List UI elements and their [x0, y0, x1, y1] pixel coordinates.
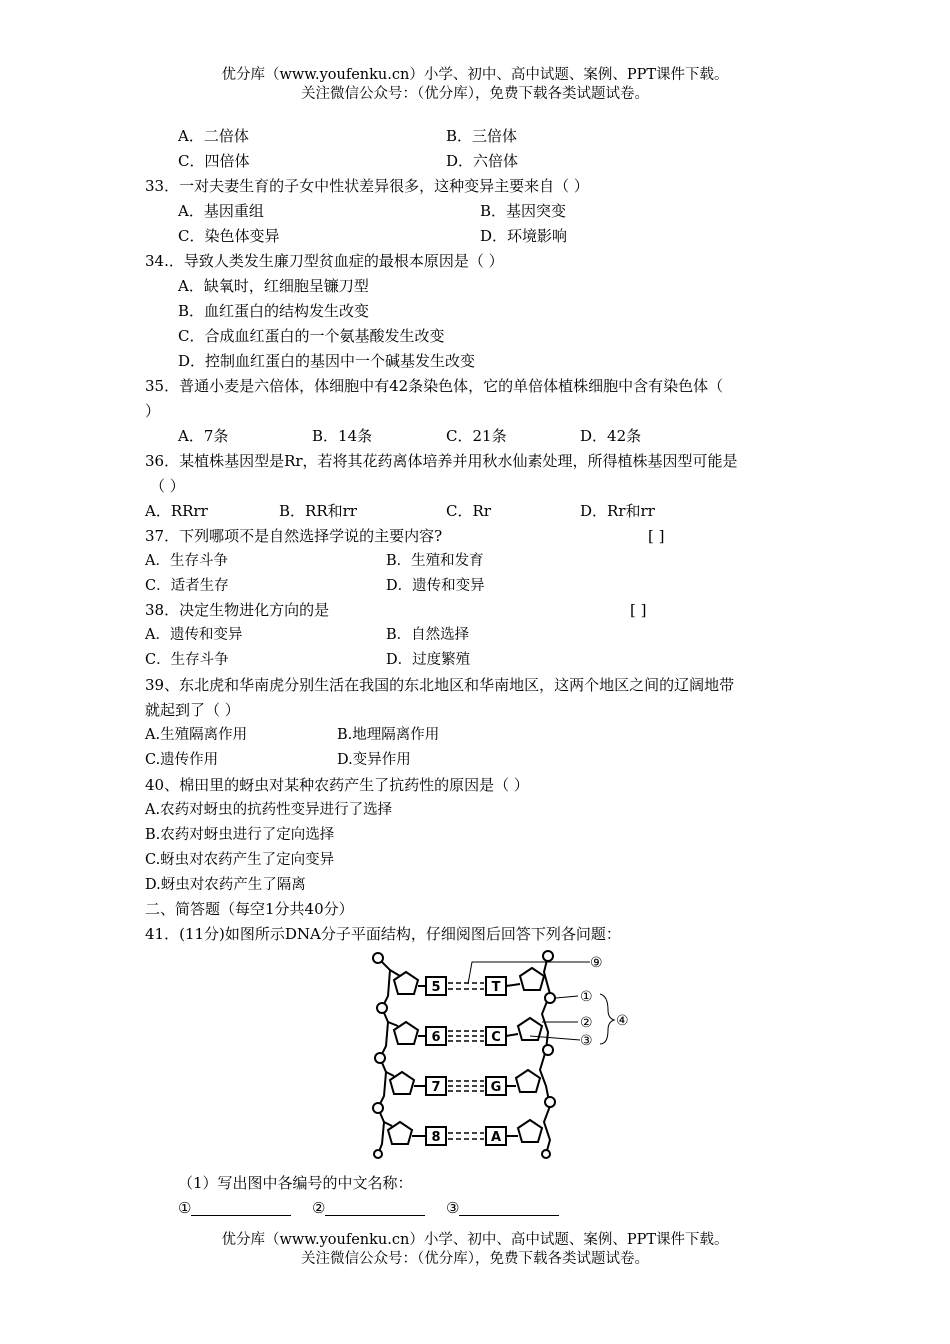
q40-option-a: A.农药对蚜虫的抗药性变异进行了选择: [145, 802, 393, 818]
q37-stem: 37．下列哪项不是自然选择学说的主要内容?: [145, 527, 443, 545]
q40-stem: 40、棉田里的蚜虫对某种农药产生了抗药性的原因是（ ）: [145, 776, 529, 794]
q34-option-c: C．合成血红蛋白的一个氨基酸发生改变: [178, 327, 445, 345]
q35-option-d: D．42条: [580, 427, 642, 445]
site-footer-line2: 关注微信公众号：（优分库），免费下载各类试题试卷。: [301, 1251, 649, 1267]
blank-label-2: ②: [312, 1199, 326, 1217]
q39-option-d: D.变异作用: [337, 752, 411, 768]
q36-stem-cont: （ ）: [150, 477, 185, 495]
q37-option-b: B．生殖和发育: [386, 553, 484, 569]
q39-stem: 39、东北虎和华南虎分别生活在我国的东北地区和华南地区，这两个地区之间的辽阔地带: [145, 676, 735, 694]
base-label-5: 5: [431, 980, 441, 995]
q38-answer-bracket: [ ]: [630, 601, 647, 619]
q32-option-d: D．六倍体: [446, 152, 519, 170]
site-footer-line1: 优分库（www.youfenku.cn）小学、初中、高中试题、案例、PPT课件下载。: [221, 1232, 729, 1248]
base-label-7: 7: [431, 1080, 441, 1095]
q38-option-c: C．生存斗争: [145, 652, 229, 668]
callout-4: ④: [616, 1013, 629, 1029]
q33-option-a: A．基因重组: [178, 202, 264, 220]
q40-option-b: B.农药对蚜虫进行了定向选择: [145, 827, 335, 843]
q33-stem: 33．一对夫妻生育的子女中性状差异很多，这种变异主要来自（ ）: [145, 177, 589, 195]
q37-option-a: A．生存斗争: [145, 553, 228, 569]
q37-answer-bracket: [ ]: [648, 527, 665, 545]
site-header-line2: 关注微信公众号：（优分库），免费下载各类试题试卷。: [301, 86, 649, 102]
q37-option-c: C．适者生存: [145, 578, 229, 594]
section-2-heading: 二、简答题（每空1分共40分）: [145, 900, 354, 918]
q41-stem: 41．(11分)如图所示DNA分子平面结构，仔细阅图后回答下列各问题：: [145, 925, 621, 943]
q32-option-c: C．四倍体: [178, 152, 250, 170]
q36-option-b: B．RR和rr: [279, 502, 357, 520]
q35-option-a: A．7条: [178, 427, 229, 445]
q35-option-b: B．14条: [312, 427, 373, 445]
q41-blank-2[interactable]: [312, 1198, 425, 1218]
callout-1: ①: [580, 989, 593, 1005]
callout-9: ⑨: [590, 955, 603, 971]
q38-option-b: B．自然选择: [386, 627, 470, 643]
q37-option-d: D．遗传和变异: [386, 578, 485, 594]
q34-option-d: D．控制血红蛋白的基因中一个碱基发生改变: [178, 352, 476, 370]
q36-option-d: D．Rr和rr: [580, 502, 655, 520]
q36-stem: 36．某植株基因型是Rr，若将其花药离体培养并用秋水仙素处理，所得植株基因型可能是: [145, 452, 738, 470]
q39-option-b: B.地理隔离作用: [337, 727, 440, 743]
q40-option-c: C.蚜虫对农药产生了定向变异: [145, 852, 335, 868]
q38-stem: 38．决定生物进化方向的是: [145, 601, 330, 619]
blank-label-1: ①: [178, 1199, 192, 1217]
base-label-c: C: [491, 1030, 501, 1045]
base-label-6: 6: [431, 1030, 441, 1045]
q38-option-a: A．遗传和变异: [145, 627, 243, 643]
base-label-t: T: [491, 980, 501, 995]
base-label-8: 8: [431, 1130, 441, 1145]
q38-option-d: D．过度繁殖: [386, 652, 471, 668]
q33-option-b: B．基因突变: [480, 202, 567, 220]
q41-blank-1[interactable]: [178, 1198, 291, 1218]
site-header-line1: 优分库（www.youfenku.cn）小学、初中、高中试题、案例、PPT课件下载。: [221, 67, 729, 83]
q34-stem: 34.．导致人类发生廉刀型贫血症的最根本原因是（ ）: [145, 252, 504, 270]
q32-option-b: B．三倍体: [446, 127, 518, 145]
q35-stem: 35．普通小麦是六倍体，体细胞中有42条染色体，它的单倍体植株细胞中含有染色体（: [145, 377, 724, 395]
q36-option-c: C．Rr: [446, 502, 491, 520]
dna-structure-figure: [360, 946, 640, 1162]
q36-option-a: A．RRrr: [145, 502, 208, 520]
q39-stem-cont: 就起到了（ ）: [145, 701, 240, 719]
blank-label-3: ③: [446, 1199, 460, 1217]
q39-option-a: A.生殖隔离作用: [145, 727, 248, 743]
q34-option-a: A．缺氧时，红细胞呈镰刀型: [178, 277, 369, 295]
q35-option-c: C．21条: [446, 427, 507, 445]
q33-option-d: D．环境影响: [480, 227, 568, 245]
q39-option-c: C.遗传作用: [145, 752, 219, 768]
q41-sub1: （1）写出图中各编号的中文名称：: [178, 1174, 413, 1192]
callout-3: ③: [580, 1033, 593, 1049]
q35-stem-cont: ）: [145, 402, 161, 420]
q33-option-c: C．染色体变异: [178, 227, 280, 245]
q34-option-b: B．血红蛋白的结构发生改变: [178, 302, 370, 320]
q32-option-a: A．二倍体: [178, 127, 249, 145]
q40-option-d: D.蚜虫对农药产生了隔离: [145, 877, 306, 893]
base-label-a: A: [490, 1130, 502, 1145]
callout-2: ②: [580, 1015, 593, 1031]
q41-blank-3[interactable]: [446, 1198, 559, 1218]
base-label-g: G: [490, 1080, 502, 1095]
